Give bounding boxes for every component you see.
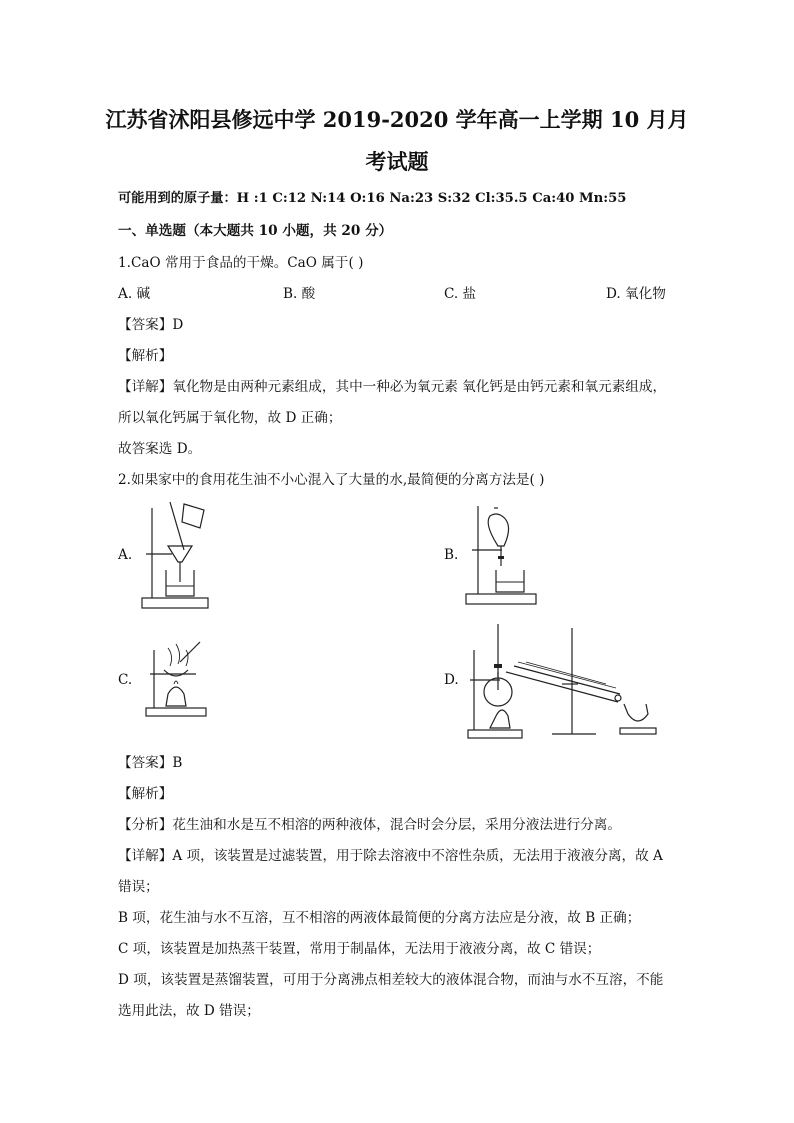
q1-option-d: D. 氧化物 [606, 286, 666, 302]
q1-option-c: C. 盐 [444, 286, 477, 302]
page-title-line2: 考试题 [365, 149, 429, 174]
q2-option-a-label: A. [118, 547, 133, 563]
q2-option-c-label: C. [118, 672, 133, 688]
q1-stem: 1.CaO 常用于食品的干燥。CaO 属于( ) [118, 255, 364, 271]
q2-fenxi: 【分析】花生油和水是互不相溶的两种液体，混合时会分层，采用分液法进行分离。 [118, 817, 621, 833]
section-heading: 一、单选题（本大题共 10 小题，共 20 分） [118, 223, 393, 239]
q1-answer: 【答案】D [118, 317, 184, 333]
q2-detail-a-line1: 【详解】A 项，该装置是过滤装置，用于除去溶液中不溶性杂质，无法用于液液分离，故 A [118, 848, 663, 864]
atomic-masses: 可能用到的原子量：H :1 C:12 N:14 O:16 Na:23 S:32 Cl:35.5 Ca:40 Mn:55 [118, 191, 627, 206]
q1-conclusion: 故答案选 D。 [118, 441, 202, 457]
q2-option-d-label: D. [444, 672, 459, 688]
q2-answer: 【答案】B [118, 755, 183, 771]
q2-analysis-label: 【解析】 [118, 786, 173, 802]
q2-stem: 2.如果家中的食用花生油不小心混入了大量的水,最简便的分离方法是( ) [118, 472, 545, 488]
q2-detail-d-line1: D 项，该装置是蒸馏装置，可用于分离沸点相差较大的液体混合物，而油与水不互溶，不能 [118, 972, 664, 988]
q2-detail-c: C 项，该装置是加热蒸干装置，常用于制晶体，无法用于液液分离，故 C 错误； [118, 941, 601, 957]
q1-option-a: A. 碱 [118, 286, 151, 302]
q2-detail-a-line2: 错误； [118, 879, 159, 895]
page-title: 江苏省沭阳县修远中学 2019-2020 学年高一上学期 10 月月 [105, 107, 689, 132]
evaporation-apparatus-icon [140, 636, 216, 720]
q1-detail-line2: 所以氧化钙属于氧化物，故 D 正确； [118, 410, 342, 426]
q2-option-b-label: B. [444, 547, 459, 563]
q2-detail-d-line2: 选用此法，故 D 错误； [118, 1003, 260, 1019]
q1-analysis-label: 【解析】 [118, 348, 173, 364]
q1-detail-line1: 【详解】氧化物是由两种元素组成，其中一种必为氧元素 氧化钙是由钙元素和氧元素组成， [118, 379, 667, 395]
q1-option-b: B. 酸 [283, 286, 316, 302]
q2-detail-b: B 项，花生油与水不互溶，互不相溶的两液体最简便的分离方法应是分液，故 B 正确； [118, 910, 641, 926]
separatory-funnel-icon [464, 500, 544, 608]
filtration-apparatus-icon [140, 500, 220, 612]
distillation-apparatus-icon [466, 620, 666, 742]
